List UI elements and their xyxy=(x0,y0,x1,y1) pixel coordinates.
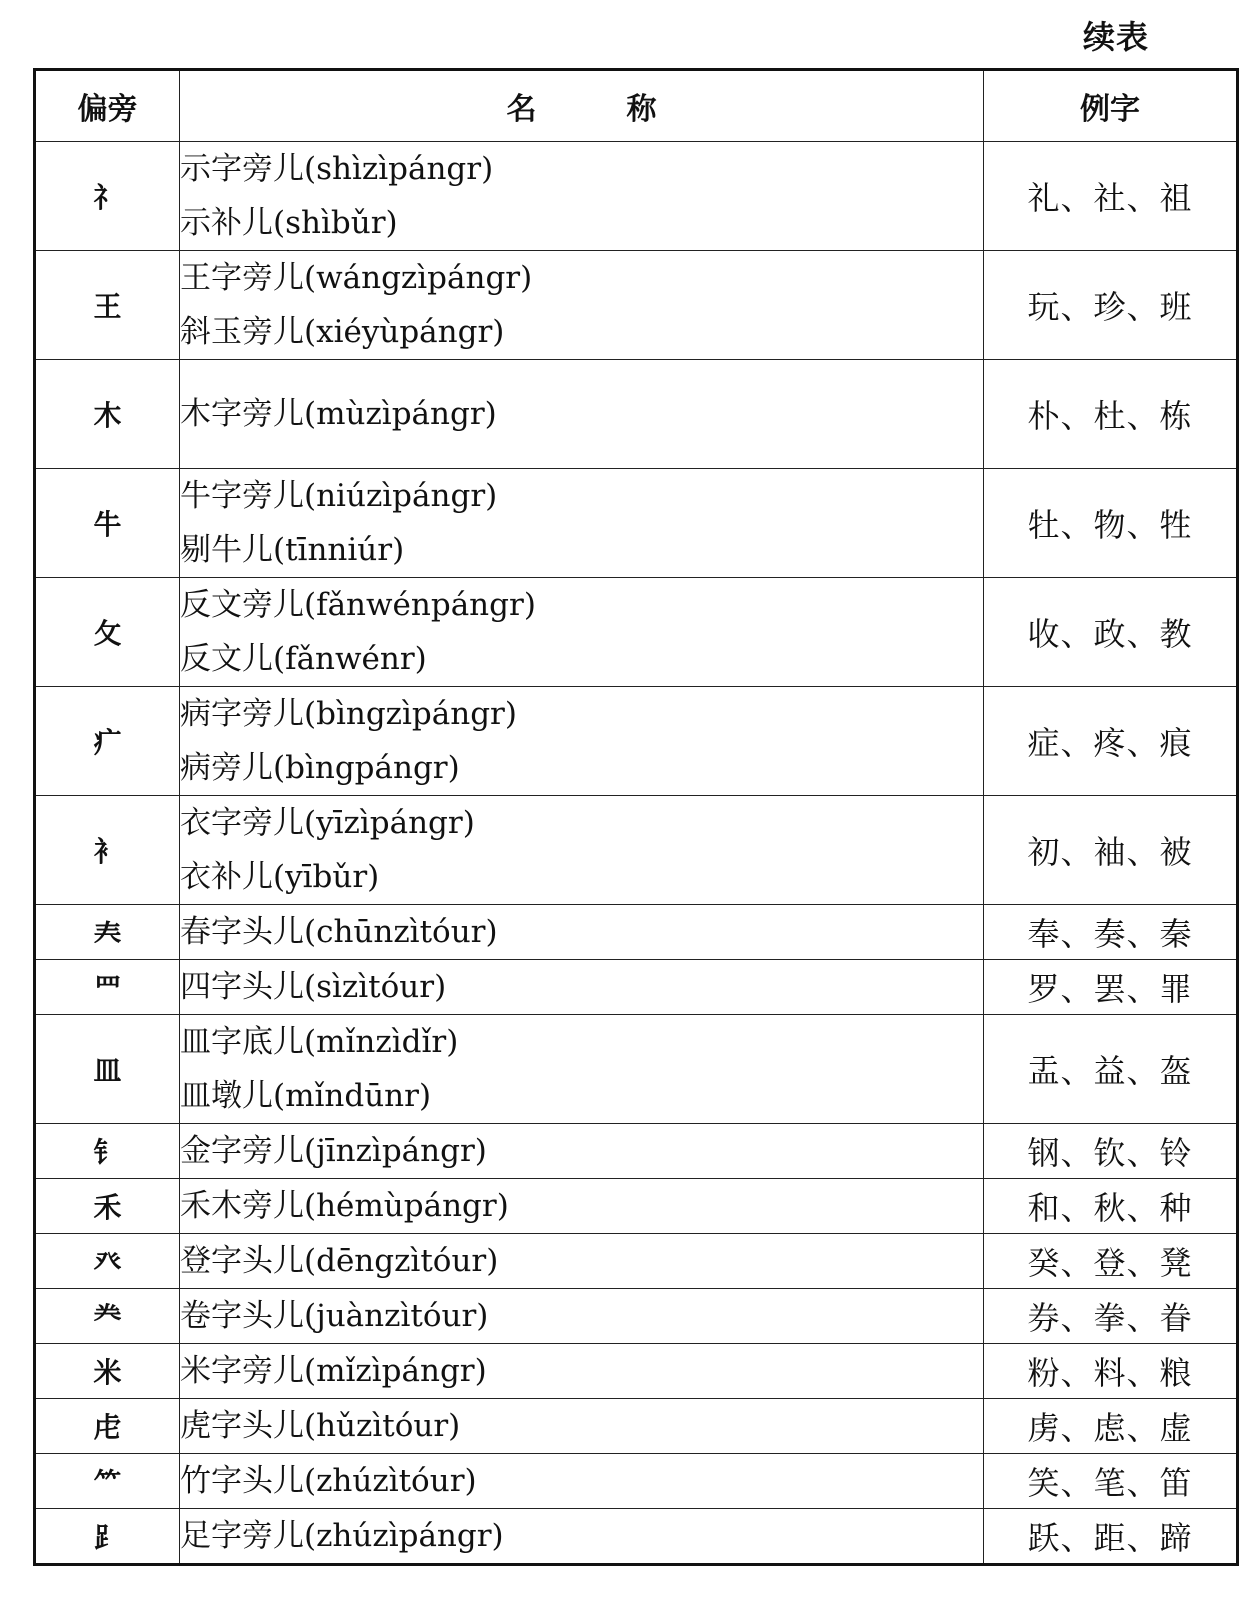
name-cell xyxy=(180,1015,984,1124)
name-text: 足字旁儿(zhúzìpángr) xyxy=(180,1518,504,1554)
examples-cell: 跃、距、蹄 xyxy=(984,1509,1238,1565)
radical-cell: 禾 xyxy=(35,1179,180,1234)
name-text: 卷字头儿(juànzìtóur) xyxy=(180,1298,489,1334)
radical-cell: 𡗗 xyxy=(35,905,180,960)
table-row xyxy=(35,1509,1238,1565)
name-cell xyxy=(180,1509,984,1565)
name-text: 禾木旁儿(hémùpángr) xyxy=(180,1188,509,1224)
name-text: 病旁儿(bìngpángr) xyxy=(180,750,460,786)
name-text: 皿墩儿(mǐndūnr) xyxy=(180,1078,432,1114)
radical-cell: 疒 xyxy=(35,687,180,796)
table-row xyxy=(35,1289,1238,1344)
header-examples: 例字 xyxy=(984,70,1238,142)
name-text: 斜玉旁儿(xiéyùpángr) xyxy=(180,314,505,350)
radical-cell: 龹 xyxy=(35,1289,180,1344)
radical-cell: ⺮ xyxy=(35,1454,180,1509)
name-cell xyxy=(180,360,984,469)
name-text: 衣字旁儿(yīzìpángr) xyxy=(180,805,475,841)
table-row xyxy=(35,796,1238,905)
name-text: 四字头儿(sìzìtóur) xyxy=(180,969,447,1005)
name-text: 登字头儿(dēngzìtóur) xyxy=(180,1243,499,1279)
name-text: 木字旁儿(mùzìpángr) xyxy=(180,396,497,432)
table-row xyxy=(35,251,1238,360)
radical-cell: 礻 xyxy=(35,142,180,251)
table-row xyxy=(35,578,1238,687)
name-text: 金字旁儿(jīnzìpángr) xyxy=(180,1133,487,1169)
name-text: 王字旁儿(wángzìpángr) xyxy=(180,260,533,296)
radical-cell: 木 xyxy=(35,360,180,469)
examples-cell: 奉、奏、秦 xyxy=(984,905,1238,960)
table-row xyxy=(35,1234,1238,1289)
name-cell xyxy=(180,1289,984,1344)
examples-cell: 收、政、教 xyxy=(984,578,1238,687)
name-cell xyxy=(180,1234,984,1289)
name-text: 虎字头儿(hǔzìtóur) xyxy=(180,1408,461,1444)
table-row xyxy=(35,1399,1238,1454)
continued-label: 续表 xyxy=(1083,18,1150,56)
name-text: 反文旁儿(fǎnwénpángr) xyxy=(180,587,536,623)
name-cell xyxy=(180,469,984,578)
name-cell xyxy=(180,1454,984,1509)
name-text: 示补儿(shìbǔr) xyxy=(180,205,398,241)
examples-cell: 朴、杜、栋 xyxy=(984,360,1238,469)
table-row xyxy=(35,1179,1238,1234)
table-row xyxy=(35,360,1238,469)
table-row xyxy=(35,1015,1238,1124)
examples-cell: 盂、益、盔 xyxy=(984,1015,1238,1124)
header-radical: 偏旁 xyxy=(35,70,180,142)
examples-cell: 虏、虑、虚 xyxy=(984,1399,1238,1454)
name-cell xyxy=(180,1399,984,1454)
name-text: 剔牛儿(tīnniúr) xyxy=(180,532,405,568)
radical-cell: 癶 xyxy=(35,1234,180,1289)
name-cell xyxy=(180,796,984,905)
table-header-row xyxy=(35,70,1238,142)
table-row xyxy=(35,469,1238,578)
examples-cell: 初、袖、被 xyxy=(984,796,1238,905)
name-text: 竹字头儿(zhúzìtóur) xyxy=(180,1463,477,1499)
name-cell xyxy=(180,1179,984,1234)
name-cell xyxy=(180,960,984,1015)
examples-cell: 癸、登、凳 xyxy=(984,1234,1238,1289)
name-text: 病字旁儿(bìngzìpángr) xyxy=(180,696,517,732)
name-cell xyxy=(180,905,984,960)
examples-cell: 和、秋、种 xyxy=(984,1179,1238,1234)
radical-cell: 罒 xyxy=(35,960,180,1015)
examples-cell: 粉、料、粮 xyxy=(984,1344,1238,1399)
radical-cell: 王 xyxy=(35,251,180,360)
examples-cell: 笑、笔、笛 xyxy=(984,1454,1238,1509)
table-row xyxy=(35,687,1238,796)
radical-cell: 衤 xyxy=(35,796,180,905)
radical-cell: 米 xyxy=(35,1344,180,1399)
table-row xyxy=(35,905,1238,960)
name-text: 反文儿(fǎnwénr) xyxy=(180,641,427,677)
examples-cell: 礼、社、祖 xyxy=(984,142,1238,251)
examples-cell: 券、拳、眷 xyxy=(984,1289,1238,1344)
radical-cell: 攵 xyxy=(35,578,180,687)
examples-cell: 症、疼、痕 xyxy=(984,687,1238,796)
name-cell xyxy=(180,142,984,251)
name-text: 米字旁儿(mǐzìpángr) xyxy=(180,1353,487,1389)
radical-cell: ⻊ xyxy=(35,1509,180,1565)
radical-cell: 钅 xyxy=(35,1124,180,1179)
name-text: 示字旁儿(shìzìpángr) xyxy=(180,151,494,187)
table-row xyxy=(35,142,1238,251)
table-row xyxy=(35,960,1238,1015)
name-text: 春字头儿(chūnzìtóur) xyxy=(180,914,498,950)
name-text: 牛字旁儿(niúzìpángr) xyxy=(180,478,498,514)
radical-cell: 虍 xyxy=(35,1399,180,1454)
radical-cell: 皿 xyxy=(35,1015,180,1124)
examples-cell: 牡、物、牲 xyxy=(984,469,1238,578)
examples-cell: 罗、罢、罪 xyxy=(984,960,1238,1015)
radical-cell: 牛 xyxy=(35,469,180,578)
examples-cell: 钢、钦、铃 xyxy=(984,1124,1238,1179)
name-cell xyxy=(180,1124,984,1179)
name-text: 衣补儿(yībǔr) xyxy=(180,859,380,895)
name-text: 皿字底儿(mǐnzìdǐr) xyxy=(180,1024,459,1060)
name-cell xyxy=(180,251,984,360)
header-name: 名称 xyxy=(180,70,984,142)
name-cell xyxy=(180,1344,984,1399)
name-cell xyxy=(180,578,984,687)
table-row xyxy=(35,1454,1238,1509)
examples-cell: 玩、珍、班 xyxy=(984,251,1238,360)
name-cell xyxy=(180,687,984,796)
radicals-table xyxy=(33,68,1239,1566)
table-row xyxy=(35,1124,1238,1179)
table-row xyxy=(35,1344,1238,1399)
